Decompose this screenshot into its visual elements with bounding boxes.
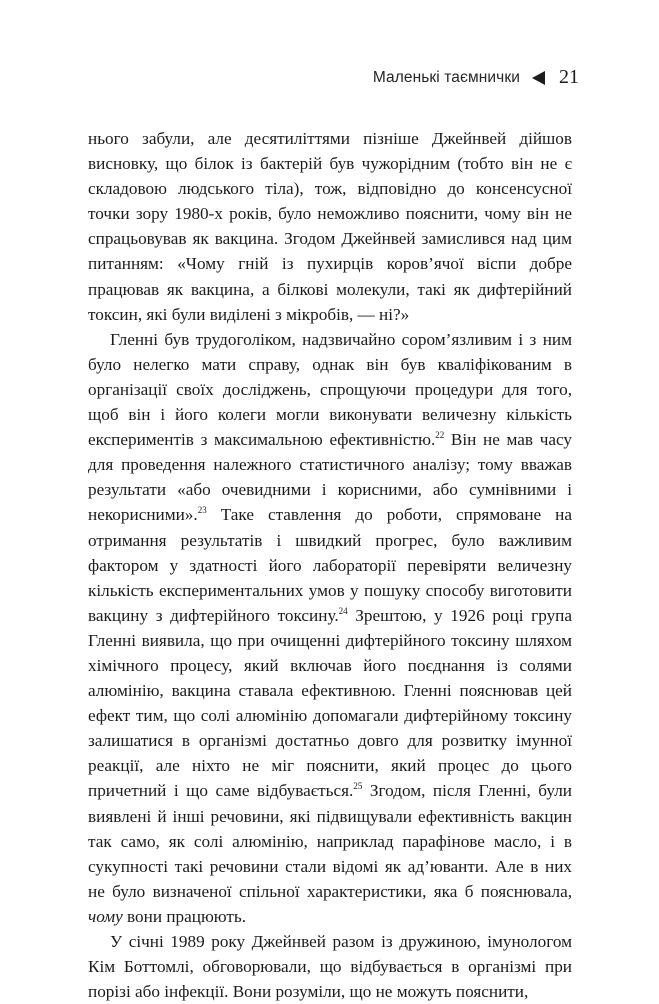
paragraph-2 [88,327,572,929]
paragraph-3: У січні 1989 року Джейнвей разом із дружиною, імунологом Кім Боттомлі, обговорювали, що відбувається в організмі при порізі або інфекції. Вони розуміли, що не можуть пояснити, [88,932,572,1002]
paragraph-2-part-6: вони працюють. [122,906,247,926]
paragraph-2-part-3: Таке ставлення до роботи, спрямоване на отримання результатів і швидкий прогрес, було важливим фактором у здатності його лабораторії перевіряти величезну кількість експериментальних умов у пошуку способу виготовити вакцину з дифтерійного токсину. [88,505,572,625]
paragraph-2-part-1: Гленні був трудоголіком, надзвичайно сором’язливим і з ним було нелегко мати справу, однак він був кваліфікованим в організації своїх досліджень, спрощуючи процедури для того, щоб він і його колеги могли виконувати величезну кількість експериментів з максимальною ефективністю. [88,329,572,450]
footnote-ref-25: 25 [353,781,363,792]
running-header [373,66,579,89]
footnote-ref-23: 23 [197,505,207,516]
paragraph-2-part-5: Згодом, після Гленні, були виявлені й інші речовини, які підвищували ефективність вакцин так само, як солі алюмінію, наприклад парафінове масло, і в сукупності такі речовини стали відомі як ад’юванти. Але в них не було визначеної спільної характеристики, яка б пояснювала, [88,781,572,901]
body-text [88,126,572,1004]
page-number: 21 [559,66,579,88]
paragraph-1: нього забули, але десятиліттями пізніше Джейнвей дійшов висновку, що білок із бактерій був чужорідним (тобто він не є складовою людського тіла), тож, відповідно до консенсусної точки зору 1980-х років, було неможливо пояснити, чому він не спрацьовував як вакцина. Згодом Джейнвей замислився над цим питанням: «Чому гній із пухирців коров’ячої віспи добре працював як вакцина, а білкові молекули, такі як дифтерійний токсин, які були виділені з мікробів, — ні?» [88,129,572,324]
footnote-ref-24: 24 [338,605,348,616]
chapter-title: Маленькі таємнички [372,68,520,86]
paragraph-2-part-2: Він не мав часу для проведення належного статистичного аналізу; тому вважав результати «або очевидними і корисними, або сумнівними і некорисними». [88,430,572,525]
paragraph-2-part-4: Зрештою, у 1926 році група Гленні виявила, що при очищенні дифтерійного токсину шляхом хімічного процесу, який включав його поєднання із солями алюмінію, вакцина ставала ефективною. Гленні пояснював цей ефект тим, що солі алюмінію допомагали дифтерійному токсину залишатися в організмі достатньо довго для розвитку імунної реакції, але ніхто не міг пояснити, який процес до цього причетний і що саме відбувається. [88,605,572,801]
emphasis-word: чому [88,906,123,926]
triangle-left-icon [532,71,545,85]
footnote-ref-22: 22 [435,430,445,441]
